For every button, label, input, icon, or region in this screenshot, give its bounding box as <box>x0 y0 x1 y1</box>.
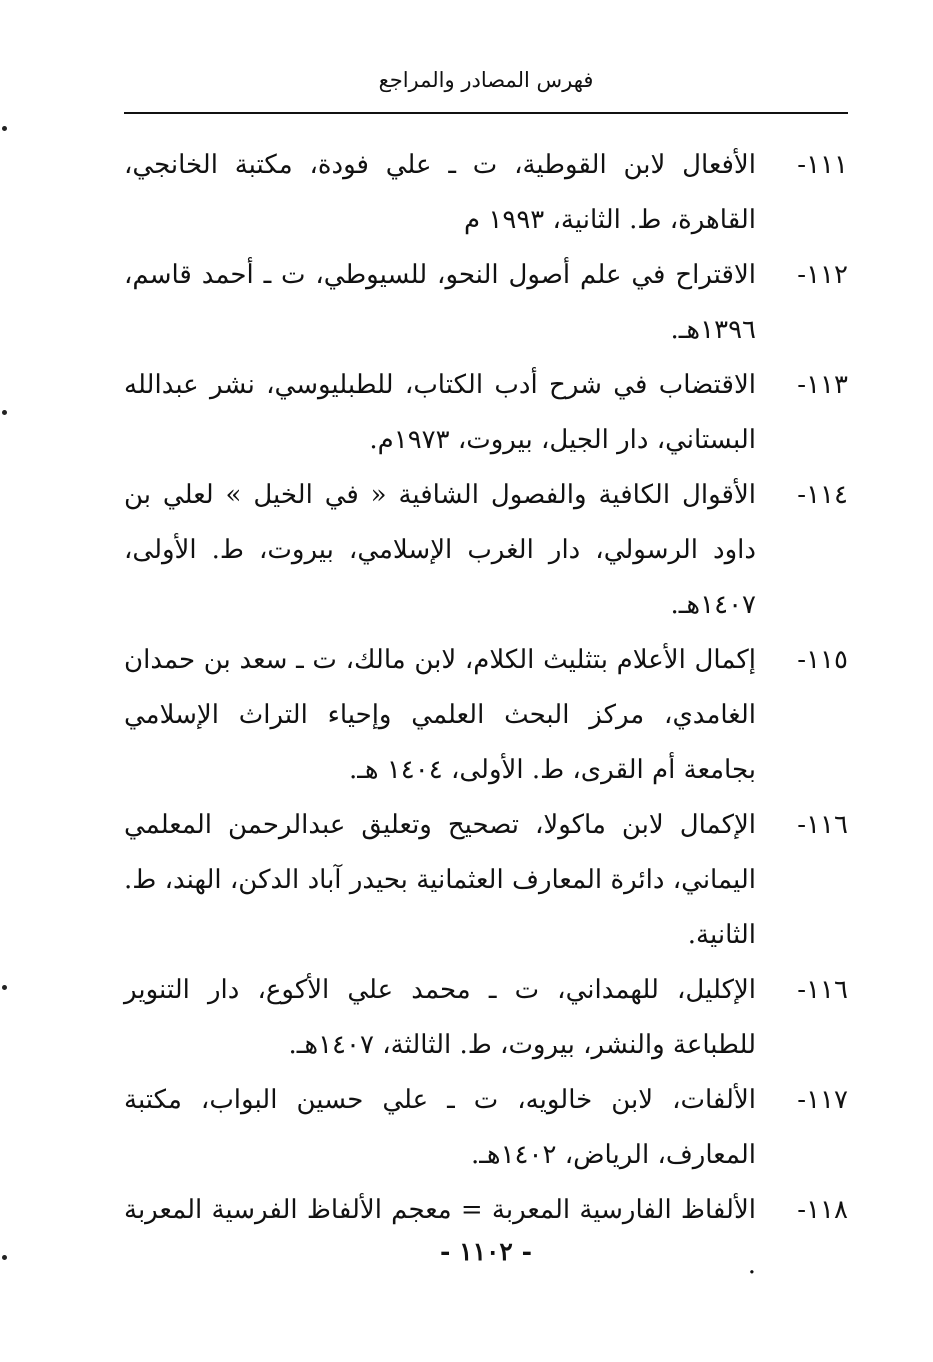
entry-text: الاقتراح في علم أصول النحو، للسيوطي، ت ـ أحمد قاسم، ١٣٩٦هـ. <box>124 260 756 345</box>
entry-text: الألفاظ الفارسية المعربة = معجم الألفاظ الفرسية المعربة . <box>124 1195 756 1280</box>
scan-speck <box>2 985 7 990</box>
entry-number: ١١٥- <box>797 645 848 675</box>
bibliography-entry <box>124 1073 848 1183</box>
entry-text: الإكليل، للهمداني، ت ـ محمد علي الأكوع، دار التنوير للطباعة والنشر، بيروت، ط. الثالثة، ١٤٠٧هـ. <box>124 975 756 1060</box>
bibliography-entry <box>124 963 848 1073</box>
entry-text: الأفعال لابن القوطية، ت ـ علي فودة، مكتبة الخانجي، القاهرة، ط. الثانية، ١٩٩٣ م <box>124 150 756 235</box>
bibliography-entry <box>124 468 848 633</box>
entry-text: الألفات، لابن خالويه، ت ـ علي حسين البواب، مكتبة المعارف، الرياض، ١٤٠٢هـ. <box>124 1085 756 1170</box>
entry-text: الاقتضاب في شرح أدب الكتاب، للطبليوسي، نشر عبدالله البستاني، دار الجيل، بيروت، ١٩٧٣م. <box>124 370 756 455</box>
entry-text: الأقوال الكافية والفصول الشافية « في الخيل » لعلي بن داود الرسولي، دار الغرب الإسلامي، بيروت، ط. الأولى، ١٤٠٧هـ. <box>124 480 756 620</box>
entry-number: ١١٧- <box>797 1085 848 1115</box>
header-rule <box>124 112 848 114</box>
entry-number: ١١١- <box>797 150 848 180</box>
entry-number: ١١٤- <box>797 480 848 510</box>
entry-number: ١١٣- <box>797 370 848 400</box>
scan-speck <box>2 1255 7 1260</box>
entry-number: ١١٢- <box>797 260 848 290</box>
bibliography-list <box>124 138 848 1293</box>
page-number: - ١١٠٢ - <box>440 1237 532 1266</box>
scan-speck <box>2 126 7 131</box>
bibliography-entry <box>124 633 848 798</box>
entry-number: ١١٨- <box>797 1195 848 1225</box>
entry-number: ١١٦- <box>797 810 848 840</box>
entry-text: إكمال الأعلام بتثليث الكلام، لابن مالك، ت ـ سعد بن حمدان الغامدي، مركز البحث العلمي وإحياء التراث الإسلامي بجامعة أم القرى، ط. الأولى، ١٤٠٤ هـ. <box>124 645 756 785</box>
entry-number: ١١٦- <box>797 975 848 1005</box>
bibliography-entry <box>124 358 848 468</box>
entry-text: الإكمال لابن ماكولا، تصحيح وتعليق عبدالرحمن المعلمي اليماني، دائرة المعارف العثمانية بحيدر آباد الدكن، الهند، ط. الثانية. <box>124 810 756 950</box>
scan-speck <box>2 410 7 415</box>
bibliography-entry <box>124 798 848 963</box>
bibliography-entry <box>124 138 848 248</box>
bibliography-entry <box>124 248 848 358</box>
page-header-title: فهرس المصادر والمراجع <box>378 68 594 92</box>
